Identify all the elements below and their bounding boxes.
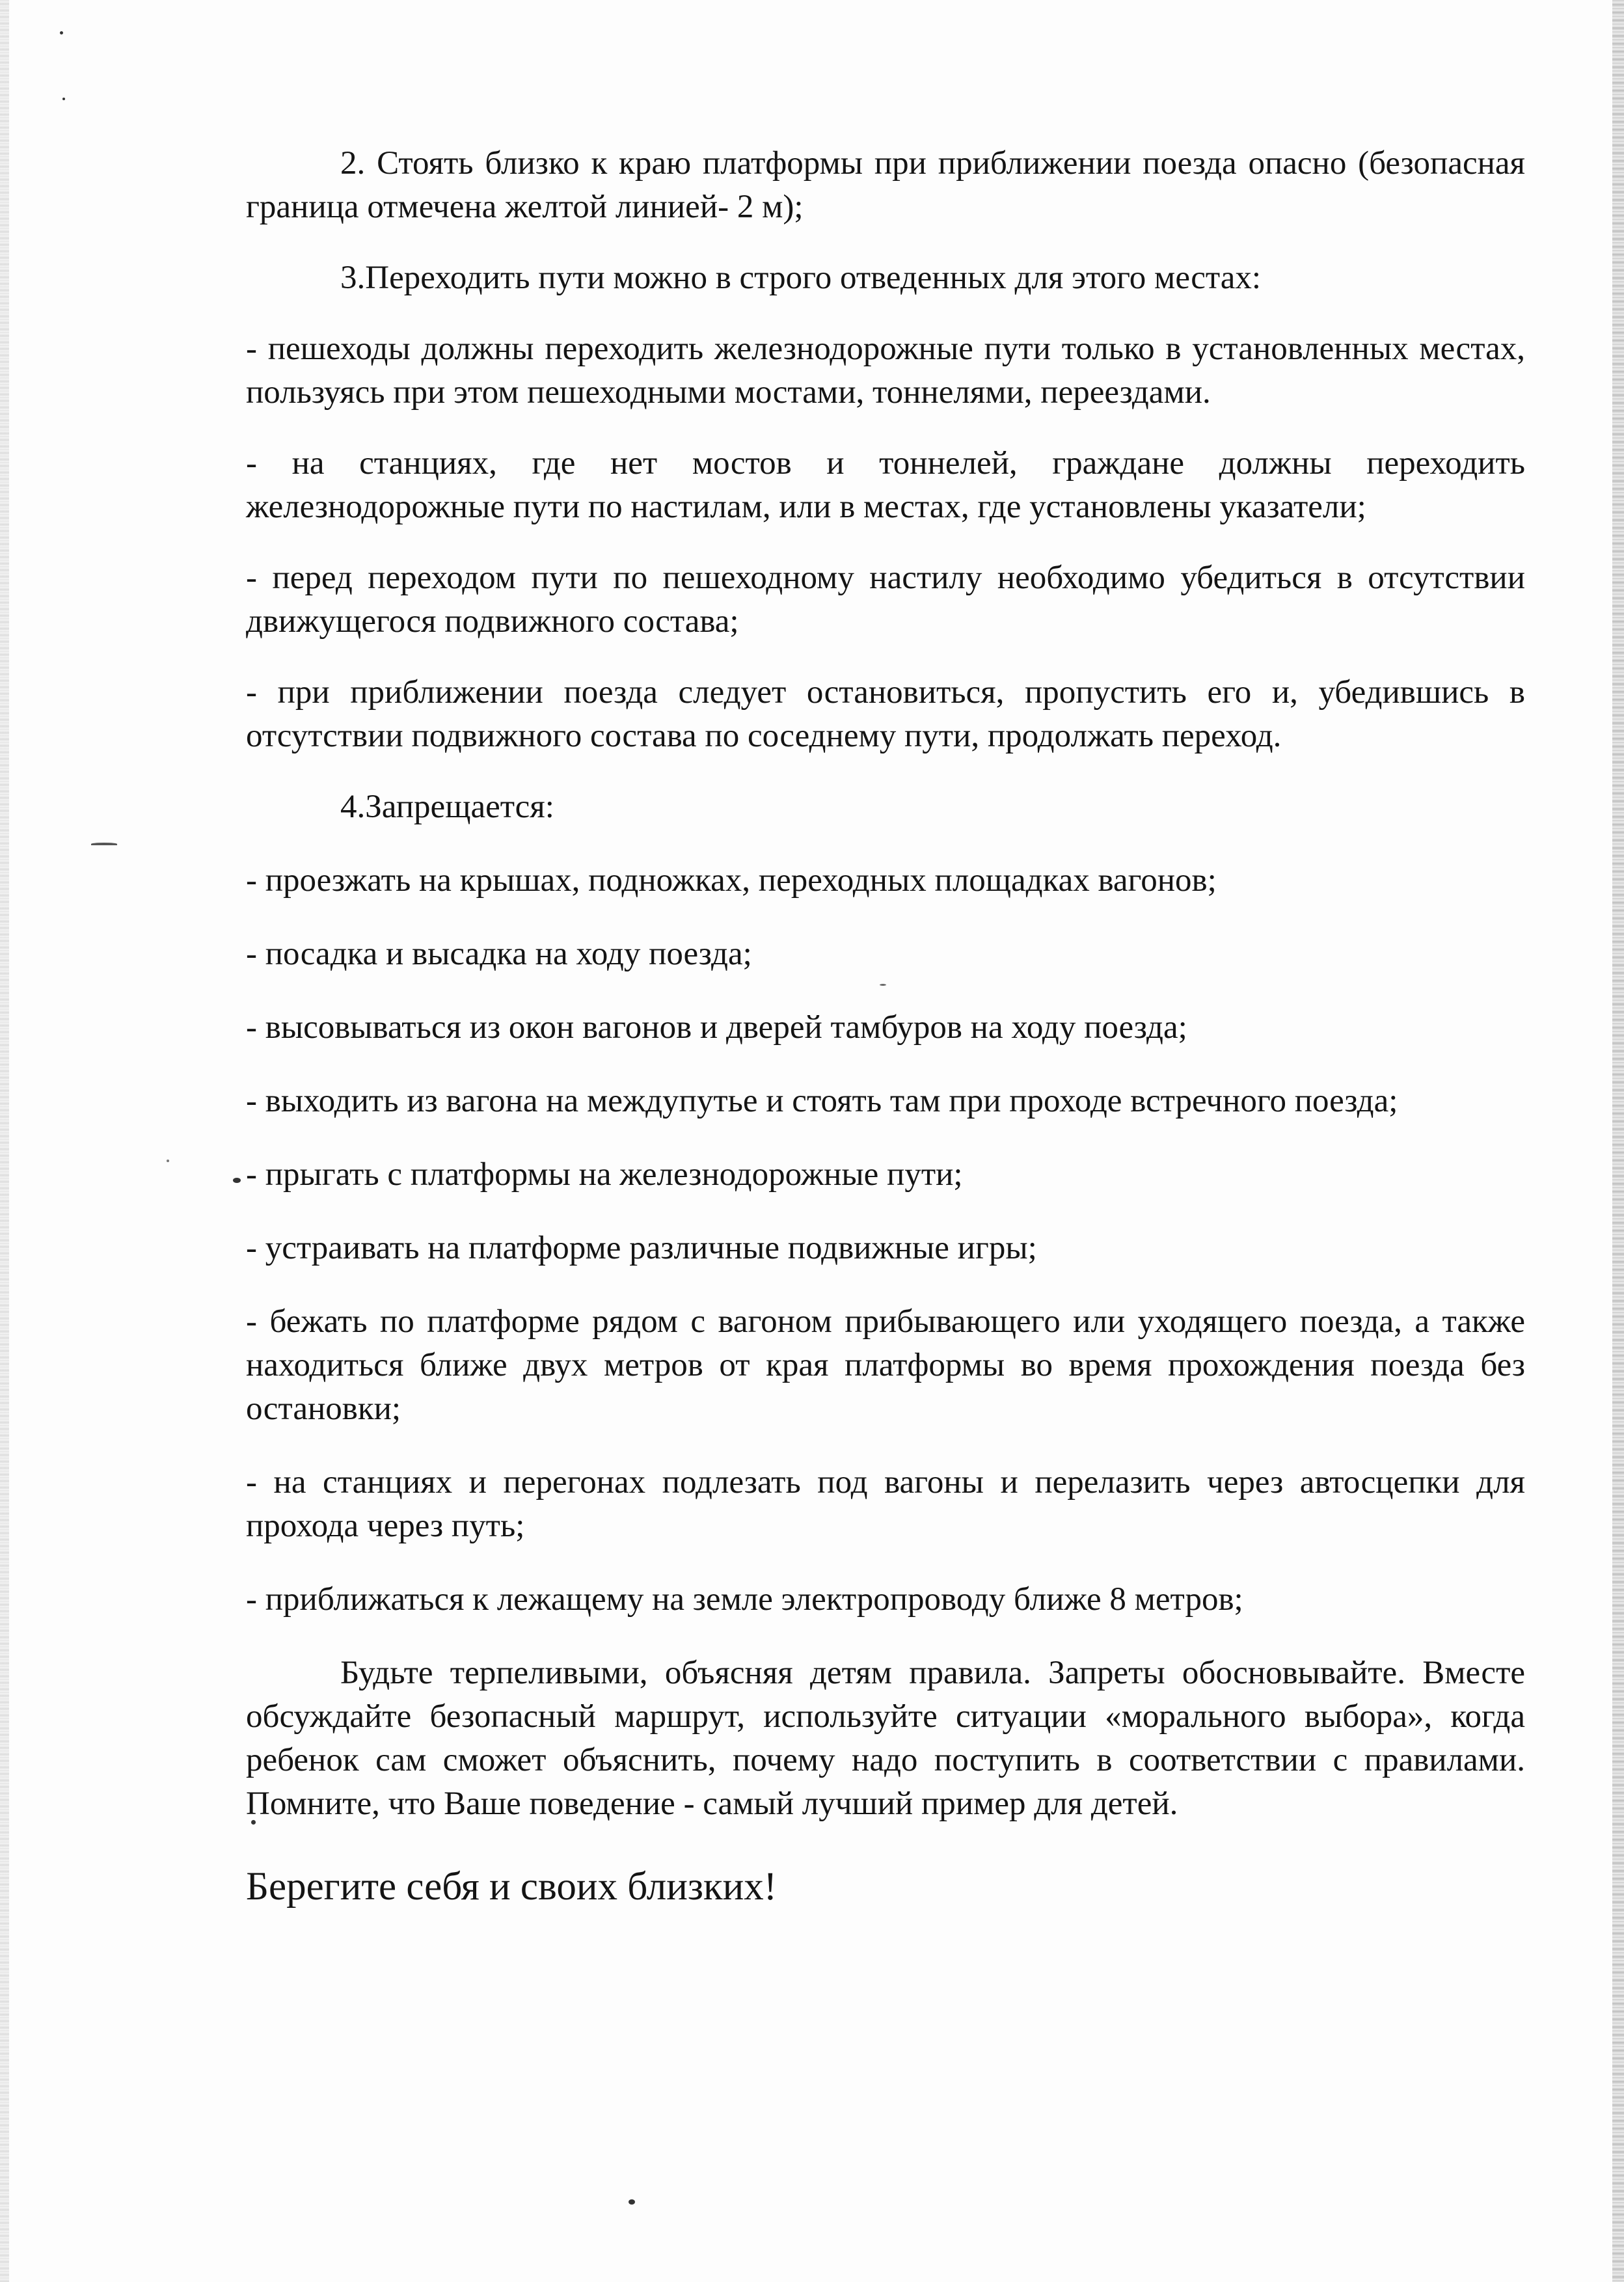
paragraph-2-platform-edge: 2. Стоять близко к краю платформы при приближении поезда опасно (безопасная граница отмечена желтой линией- 2 м); [246,145,1525,225]
list-item-pedestrians: - пешеходы должны переходить железнодорожные пути только в установленных местах, пользуясь при этом пешеходными мостами, тоннелями, переездами. [246,331,1525,411]
scan-speck [91,843,117,845]
list-item-games: - устраивать на платформе различные подвижные игры; [246,1230,1037,1266]
list-item-train-approaching: - при приближении поезда следует остановиться, пропустить его и, убедившись в отсутствии подвижного состава по соседнему пути, продолжать переход. [246,674,1525,754]
list-item-stations-without-bridges: - на станциях, где нет мостов и тоннелей, граждане должны переходить железнодорожные пути по настилам, или в местах, где установлены указатели; [246,445,1525,525]
scan-edge-right [1612,0,1624,2282]
scan-speck [233,1178,241,1183]
scan-speck [62,98,65,100]
scan-speck [629,2199,635,2205]
list-item-before-crossing: - перед переходом пути по пешеходному настилу необходимо убедиться в отсутствии движущегося подвижного состава; [246,560,1525,640]
document-body [246,142,1525,1912]
list-item-running-platform: - бежать по платформе рядом с вагоном прибывающего или уходящего поезда, а также находиться ближе двух метров от края платформы во время прохождения поезда без остановки; [246,1303,1525,1427]
list-item-boarding-moving: - посадка и высадка на ходу поезда; [246,936,752,972]
paragraph-advice: Будьте терпеливыми, объясняя детям правила. Запреты обосновывайте. Вместе обсуждайте безопасный маршрут, используйте ситуации «морального выбора», когда ребенок сам сможет объяснить, почему надо поступить в соответствии с правилами. Помните, что Ваше поведение - самый лучший пример для детей. [246,1655,1525,1822]
scan-speck [167,1160,169,1162]
list-item-leaning-out: - высовываться из окон вагонов и дверей тамбуров на ходу поезда; [246,1009,1187,1046]
paragraph-3-crossing-heading: 3.Переходить пути можно в строго отведенных для этого местах: [340,260,1262,296]
list-item-between-tracks: - выходить из вагона на междупутье и стоять там при проходе встречного поезда; [246,1083,1398,1119]
list-item-roofs: - проезжать на крышах, подножках, переходных площадках вагонов; [246,862,1217,899]
list-item-wire: - приближаться к лежащему на земле электропроводу ближе 8 метров; [246,1581,1243,1618]
paragraph-4-prohibited-heading: 4.Запрещается: [340,789,554,825]
list-item-jumping: - прыгать с платформы на железнодорожные пути; [246,1156,963,1193]
list-item-under-wagons: - на станциях и перегонах подлезать под вагоны и перелазить через автосцепки для прохода через путь; [246,1464,1525,1544]
scan-edge-left [0,0,9,2282]
scan-speck [60,31,63,34]
closing-line: Берегите себя и своих близких! [246,1865,778,1908]
